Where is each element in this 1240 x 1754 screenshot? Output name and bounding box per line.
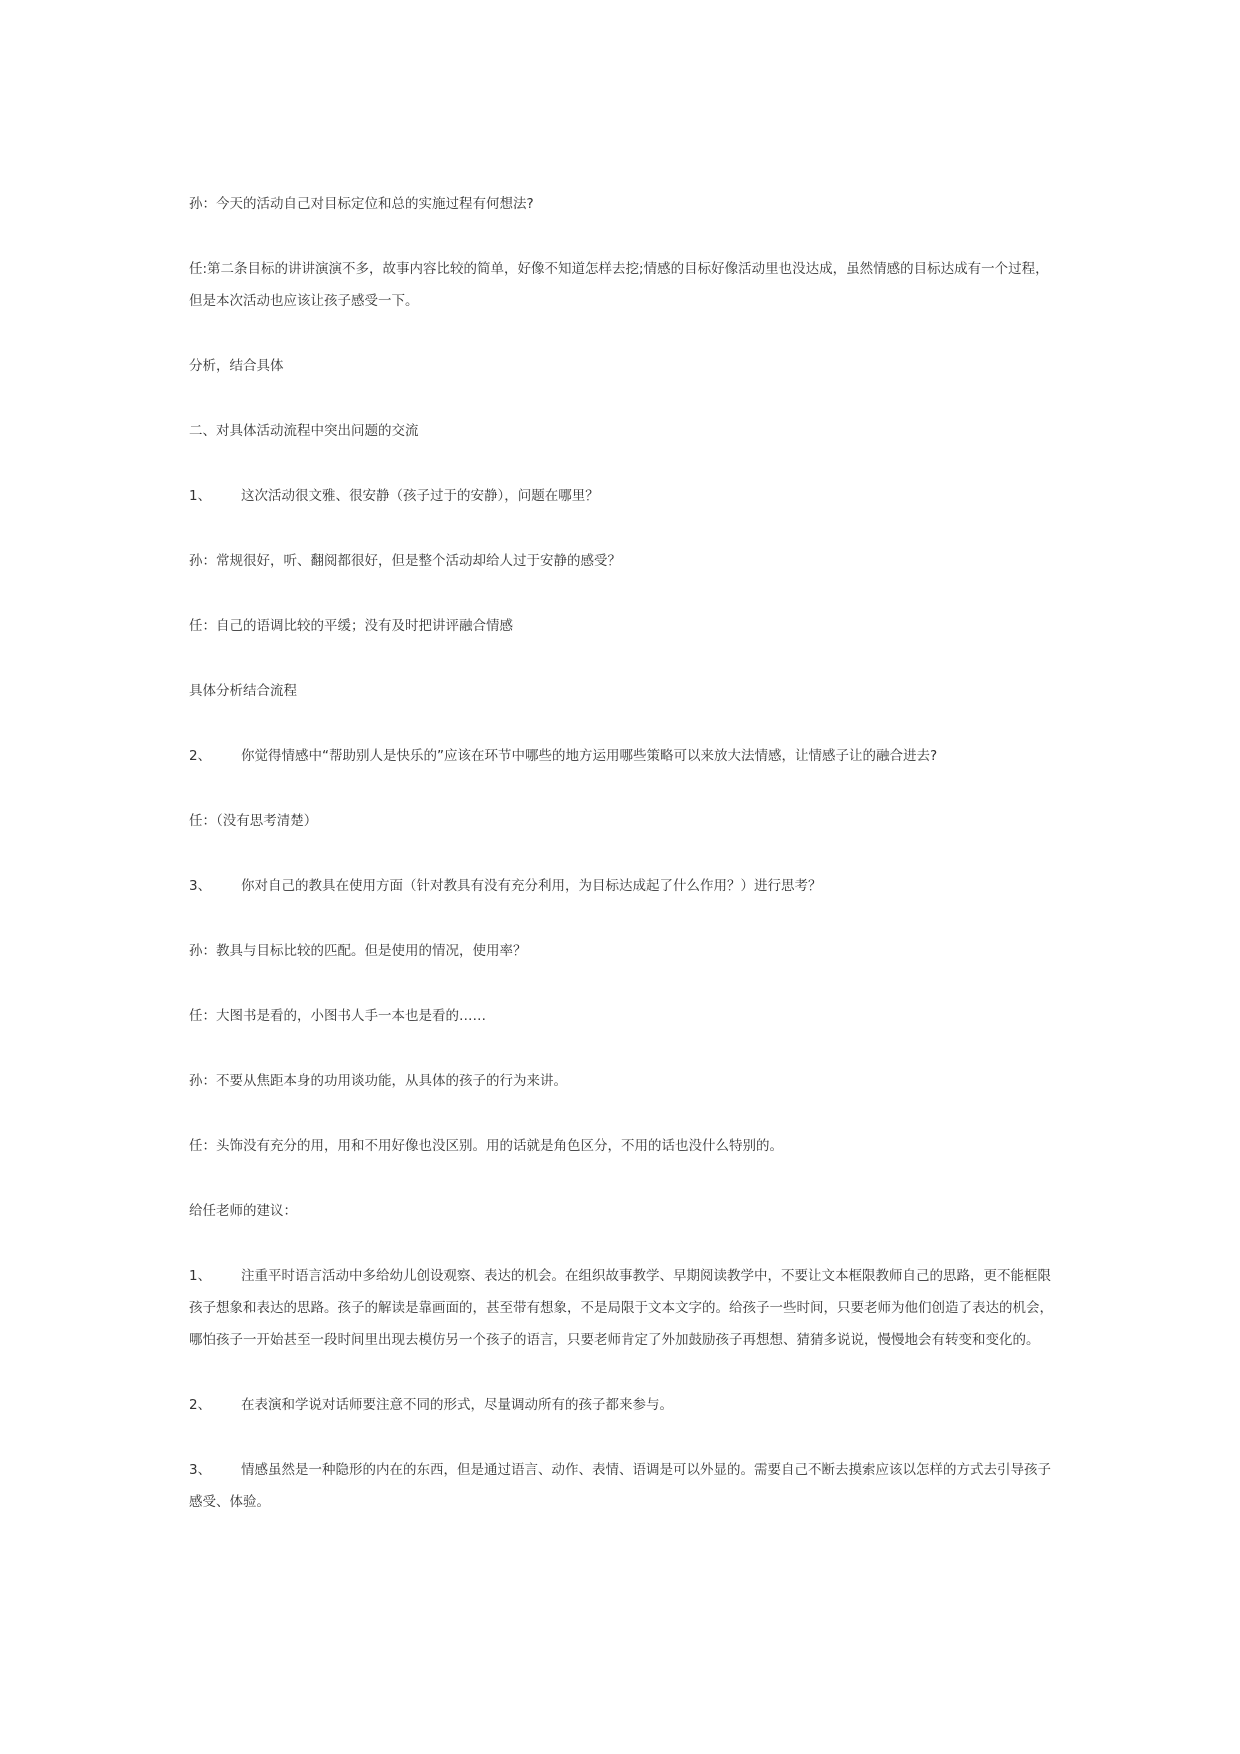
paragraph-7: 任：自己的语调比较的平缓；没有及时把讲评融合情感 [189,618,513,634]
numbered-question-3: 3、 你对自己的教具在使用方面（针对教具有没有充分利用，为目标达成起了什么作用？）进行思考？ [189,878,822,894]
suggestion-2: 2、 在表演和学说对话师要注意不同的形式，尽量调动所有的孩子都来参与。 [189,1397,673,1413]
numbered-question-1: 1、 这次活动很文雅、很安静（孩子过于的安静），问题在哪里？ [189,488,599,504]
paragraph-14: 孙：不要从焦距本身的功用谈功能，从具体的孩子的行为来讲。 [189,1073,567,1089]
suggestion-1: 1、 注重平时语言活动中多给幼儿创设观察、表达的机会。在组织故事教学、早期阅读教学中，不要让文本框限教师自己的思路，更不能框限孩子想象和表达的思路。孩子的解读是靠画面的，甚至带有想象，不是局限于文本文字的。给孩子一些时间，只要老师为他们创造了表达的机会，哪怕孩子一开始甚至一段时间里出现去模仿另一个孩子的语言，只要老师肯定了外加鼓励孩子再想想、猜猜多说说，慢慢地会有转变和变化的。 [189,1268,1053,1348]
paragraph-10: 任：（没有思考清楚） [189,813,318,829]
paragraph-1: 孙：今天的活动自己对目标定位和总的实施过程有何想法? [189,196,534,212]
suggestion-3: 3、 情感虽然是一种隐形的内在的东西，但是通过语言、动作、表情、语调是可以外显的。需要自己不断去摸索应该以怎样的方式去引导孩子感受、体验。 [189,1462,1051,1510]
paragraph-6: 孙：常规很好，听、翻阅都很好，但是整个活动却给人过于安静的感受？ [189,553,621,569]
paragraph-13: 任：大图书是看的，小图书人手一本也是看的…… [189,1008,486,1024]
document-body [189,188,1057,1518]
numbered-question-2: 2、 你觉得情感中“帮助别人是快乐的”应该在环节中哪些的地方运用哪些策略可以来放大法情感，让情感子让的融合进去? [189,748,938,764]
suggestions-heading: 给任老师的建议： [189,1203,297,1219]
paragraph-12: 孙：教具与目标比较的匹配。但是使用的情况，使用率？ [189,943,527,959]
paragraph-8: 具体分析结合流程 [189,683,297,699]
paragraph-3: 分析，结合具体 [189,358,284,374]
section-heading: 二、对具体活动流程中突出问题的交流 [189,423,419,439]
paragraph-15: 任：头饰没有充分的用，用和不用好像也没区别。用的话就是角色区分，不用的话也没什么特别的。 [189,1138,783,1154]
paragraph-2: 任:第二条目标的讲讲演演不多，故事内容比较的简单，好像不知道怎样去挖;情感的目标好像活动里也没达成，虽然情感的目标达成有一个过程，但是本次活动也应该让孩子感受一下。 [189,261,1049,309]
